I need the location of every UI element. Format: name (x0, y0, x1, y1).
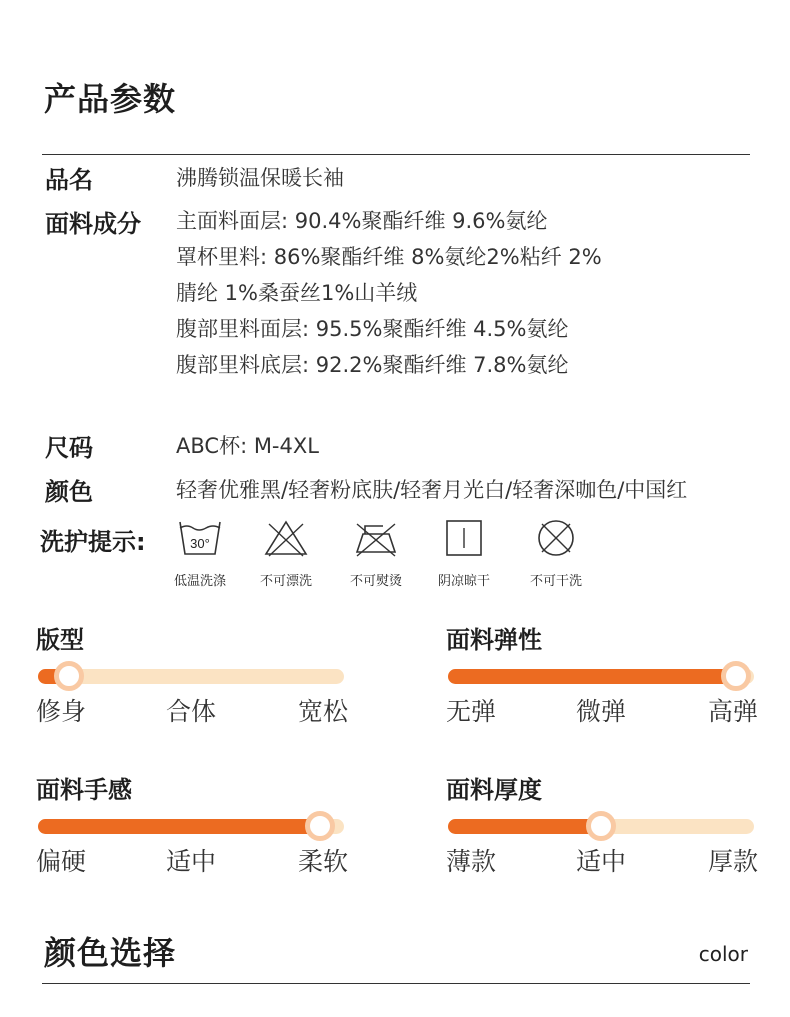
fit-title: 版型 (36, 626, 84, 654)
fit-label-slim: 修身 (36, 697, 87, 726)
no-iron-icon (353, 518, 399, 558)
fit-knob (54, 661, 84, 691)
care-caption: 不可熨烫 (349, 574, 402, 589)
wash-temperature: 30° (190, 536, 210, 551)
feel-label-soft: 柔软 (298, 847, 349, 876)
care-item (336, 518, 416, 589)
care-item (424, 518, 504, 589)
wash-30-icon (177, 518, 223, 558)
fabric-line: 腹部里料底层: 92.2%聚酯纤维 7.8%氨纶 (176, 353, 569, 377)
thickness-label-medium: 适中 (576, 847, 627, 876)
no-bleach-icon (263, 518, 309, 558)
elasticity-label-slight: 微弹 (576, 697, 627, 726)
elasticity-fill (448, 669, 736, 684)
care-caption: 低温洗涤 (173, 574, 226, 589)
elasticity-knob (721, 661, 751, 691)
name-label: 品名 (45, 166, 93, 194)
shade-dry-icon (441, 518, 487, 558)
elasticity-title: 面料弹性 (446, 626, 542, 654)
care-label: 洗护提示: (40, 528, 146, 556)
thickness-fill (448, 819, 601, 834)
feel-track (38, 819, 344, 834)
section-subtitle-color: color (698, 942, 748, 966)
care-item (246, 518, 326, 589)
fit-label-regular: 合体 (166, 697, 217, 726)
care-caption: 不可漂洗 (259, 574, 312, 589)
care-caption: 阴凉晾干 (437, 574, 490, 589)
size-label: 尺码 (45, 434, 93, 462)
thickness-knob (586, 811, 616, 841)
feel-label-medium: 适中 (166, 847, 217, 876)
elasticity-label-high: 高弹 (708, 697, 759, 726)
color-label: 颜色 (45, 478, 93, 506)
section-title-params: 产品参数 (44, 80, 177, 118)
fabric-line: 罩杯里料: 86%聚酯纤维 8%氨纶2%粘纤 2% (176, 245, 602, 269)
feel-label-hard: 偏硬 (36, 847, 87, 876)
fabric-line: 腈纶 1%桑蚕丝1%山羊绒 (176, 281, 418, 305)
elasticity-track (448, 669, 754, 684)
divider (42, 154, 750, 155)
color-value: 轻奢优雅黑/轻奢粉底肤/轻奢月光白/轻奢深咖色/中国红 (176, 478, 688, 502)
fabric-line: 主面料面层: 90.4%聚酯纤维 9.6%氨纶 (176, 209, 548, 233)
no-dry-clean-icon (533, 518, 579, 558)
fit-track (38, 669, 344, 684)
feel-knob (305, 811, 335, 841)
feel-fill (38, 819, 320, 834)
elasticity-label-none: 无弹 (446, 697, 497, 726)
care-caption: 不可干洗 (529, 574, 582, 589)
fit-label-loose: 宽松 (298, 697, 349, 726)
thickness-title: 面料厚度 (446, 776, 542, 804)
thickness-label-thin: 薄款 (446, 847, 497, 876)
care-item (160, 518, 240, 589)
size-value: ABC杯: M-4XL (176, 434, 319, 458)
thickness-track (448, 819, 754, 834)
section-title-colors: 颜色选择 (44, 934, 177, 972)
name-value: 沸腾锁温保暖长袖 (176, 166, 344, 190)
feel-title: 面料手感 (36, 776, 132, 804)
divider (42, 983, 750, 984)
fabric-line: 腹部里料面层: 95.5%聚酯纤维 4.5%氨纶 (176, 317, 569, 341)
fabric-label: 面料成分 (45, 210, 141, 238)
care-item (516, 518, 596, 589)
thickness-label-thick: 厚款 (708, 847, 759, 876)
